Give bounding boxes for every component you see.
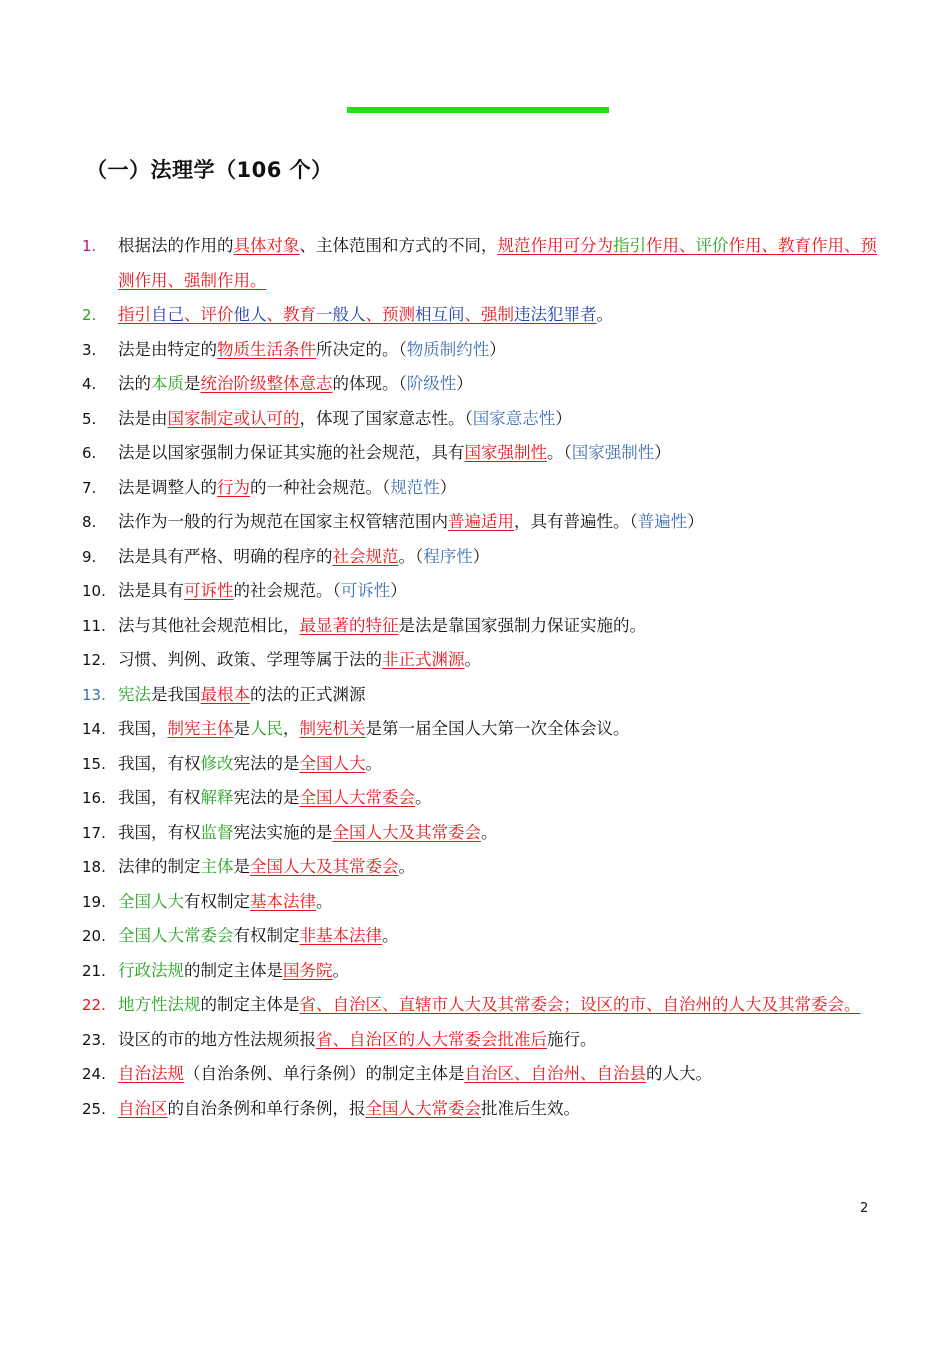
text-segment: 的法的正式渊源 bbox=[250, 684, 366, 704]
highlighted-term: 自治区、自治州、自治县 bbox=[464, 1064, 646, 1083]
highlighted-term: 指引 bbox=[613, 236, 646, 255]
text-segment: 解释 bbox=[200, 788, 234, 807]
highlighted-term: 国务院 bbox=[283, 960, 333, 980]
text-segment: 施行。 bbox=[547, 1029, 597, 1049]
text-segment: 主体 bbox=[200, 857, 234, 876]
text-segment: 宪法实施的是 bbox=[233, 822, 333, 842]
highlighted-term: 省、自治区的人大常委会批准后 bbox=[316, 1029, 547, 1049]
highlighted-term: 一般人 bbox=[316, 305, 366, 324]
highlighted-term: 可诉性 bbox=[184, 581, 234, 600]
text-segment: 的制定主体是 bbox=[184, 960, 283, 980]
text-segment: 行政法规 bbox=[118, 960, 184, 980]
text-segment: 习惯、判例、政策、学理等属于法的 bbox=[118, 650, 382, 669]
text-segment: 宪法的是 bbox=[233, 753, 300, 773]
text-segment: 是法是靠国家强制力保证实施的。 bbox=[398, 615, 646, 635]
text-segment: 。 bbox=[481, 822, 498, 842]
list-item bbox=[82, 298, 882, 333]
list-item bbox=[82, 471, 882, 506]
highlighted-term: 非正式渊源 bbox=[382, 650, 465, 669]
list-item-text bbox=[118, 367, 882, 402]
list-item-number: 7. bbox=[82, 478, 97, 497]
text-segment: 法是具有 bbox=[118, 581, 184, 600]
list-item-number: 5. bbox=[82, 409, 97, 428]
text-segment: 。（ bbox=[547, 443, 572, 462]
highlighted-term: 强制 bbox=[481, 305, 514, 324]
list-item-text bbox=[118, 471, 882, 506]
text-segment: 。 bbox=[332, 960, 349, 980]
highlighted-term: 自己 bbox=[151, 305, 184, 324]
list-item-text bbox=[118, 505, 882, 540]
list-item-text bbox=[118, 609, 882, 644]
list-item bbox=[82, 643, 882, 678]
list-item-text bbox=[118, 298, 882, 333]
list-item-number: 9. bbox=[82, 547, 97, 566]
highlighted-term: 统治阶级整体意志 bbox=[200, 374, 333, 393]
list-item bbox=[82, 850, 882, 885]
highlighted-term: 社会规范 bbox=[332, 546, 399, 566]
text-segment: 法是由特定的 bbox=[118, 339, 217, 359]
list-item bbox=[82, 574, 882, 609]
text-segment: 我国，有权 bbox=[118, 822, 201, 842]
list-item bbox=[82, 229, 882, 298]
text-segment: 人民 bbox=[250, 719, 283, 738]
list-item-text bbox=[118, 850, 882, 885]
text-segment: 的体现。（ bbox=[332, 374, 407, 393]
list-item bbox=[82, 885, 882, 920]
text-segment: 批准后生效。 bbox=[481, 1098, 580, 1118]
list-item-number: 11. bbox=[82, 616, 106, 635]
page-number: 2 bbox=[860, 1201, 869, 1216]
list-item-number: 16. bbox=[82, 789, 106, 807]
highlighted-term: 制宪主体 bbox=[167, 719, 234, 738]
text-segment: 所决定的。（ bbox=[316, 339, 407, 359]
list-item-text bbox=[118, 919, 882, 954]
text-segment: 我国， bbox=[118, 719, 168, 738]
highlighted-term: 国家强制性 bbox=[464, 443, 547, 462]
text-segment: 我国，有权 bbox=[118, 753, 201, 773]
decorative-green-bar bbox=[347, 107, 609, 113]
text-segment: 本质 bbox=[151, 374, 184, 393]
list-item-number: 13. bbox=[82, 685, 106, 704]
text-segment: ） bbox=[472, 546, 490, 566]
list-item-number: 18. bbox=[82, 858, 106, 876]
text-segment: ，体现了国家意志性。（ bbox=[299, 408, 473, 428]
text-segment: 法是以国家强制力保证其实施的社会规范，具有 bbox=[118, 443, 465, 462]
list-item-number: 2. bbox=[82, 306, 97, 324]
text-segment: ） bbox=[439, 477, 457, 497]
list-item bbox=[82, 988, 882, 1023]
list-item-number: 15. bbox=[82, 754, 106, 773]
text-segment: 的自治条例和单行条例，报 bbox=[167, 1098, 366, 1118]
text-segment: 的一种社会规范。（ bbox=[250, 477, 391, 497]
text-segment: 设区的市的地方性法规须报 bbox=[118, 1029, 316, 1049]
text-segment: 的社会规范。（ bbox=[233, 581, 341, 600]
list-item bbox=[82, 781, 882, 816]
text-segment: 我国，有权 bbox=[118, 788, 201, 807]
text-segment: 是 bbox=[233, 857, 250, 876]
text-segment: 。 bbox=[464, 650, 481, 669]
text-segment: ） bbox=[390, 581, 407, 600]
list-item-text bbox=[118, 1023, 882, 1058]
list-item-number: 6. bbox=[82, 444, 97, 462]
list-item-text bbox=[118, 781, 882, 816]
list-item-number: 22. bbox=[82, 996, 106, 1014]
highlighted-term: 全国人大及其常委会 bbox=[332, 822, 481, 842]
list-item bbox=[82, 609, 882, 644]
highlighted-term: 预测 bbox=[382, 305, 415, 324]
text-segment: 法律的制定 bbox=[118, 857, 201, 876]
highlighted-term: 普遍适用 bbox=[448, 512, 514, 531]
text-segment: ， bbox=[283, 719, 300, 738]
text-segment: 程序性 bbox=[423, 546, 473, 566]
list-item-number: 4. bbox=[82, 375, 97, 393]
text-segment: 宪法 bbox=[118, 684, 151, 704]
list-item-number: 20. bbox=[82, 927, 106, 945]
text-segment: 是我国 bbox=[151, 684, 201, 704]
list-item-text bbox=[118, 816, 882, 851]
highlighted-term: 省、自治区、直辖市人大及其常委会；设区的市、自治州的人大及其常委会。 bbox=[299, 995, 861, 1014]
list-item-text bbox=[118, 1057, 882, 1092]
text-segment: 国家意志性 bbox=[472, 408, 556, 428]
highlighted-term: 评价 bbox=[200, 305, 234, 324]
highlighted-term: 作用、 bbox=[646, 236, 696, 255]
list-item bbox=[82, 954, 882, 989]
list-item-number: 25. bbox=[82, 1099, 106, 1118]
text-segment: ） bbox=[654, 443, 671, 462]
list-item-number: 21. bbox=[82, 961, 106, 980]
highlighted-term: 行为 bbox=[217, 477, 250, 497]
text-segment: 。 bbox=[398, 857, 415, 876]
highlighted-term: 最显著的特征 bbox=[299, 615, 399, 635]
highlighted-term: 基本法律 bbox=[250, 891, 316, 911]
list-item bbox=[82, 333, 882, 368]
list-item-text bbox=[118, 954, 882, 989]
list-item-number: 23. bbox=[82, 1030, 106, 1049]
highlighted-term: 全国人大常委会 bbox=[299, 788, 415, 807]
numbered-list bbox=[82, 229, 882, 1126]
highlighted-term: 规范作用可分为 bbox=[497, 236, 613, 255]
list-item-number: 3. bbox=[82, 340, 97, 359]
list-item bbox=[82, 1092, 882, 1127]
text-segment: 修改 bbox=[200, 753, 234, 773]
text-segment: 国家强制性 bbox=[571, 443, 655, 462]
list-item-text bbox=[118, 643, 882, 678]
list-item bbox=[82, 505, 882, 540]
highlighted-term: 作用、教育作用、预测作用、强制作用。 bbox=[118, 236, 877, 290]
text-segment: 全国人大 bbox=[118, 891, 184, 911]
list-item-number: 10. bbox=[82, 582, 106, 600]
text-segment: ） bbox=[456, 374, 473, 393]
list-item bbox=[82, 1023, 882, 1058]
list-item-text bbox=[118, 574, 882, 609]
list-item bbox=[82, 919, 882, 954]
text-segment: 。 bbox=[365, 753, 382, 773]
text-segment: 是第一届全国人大第一次全体会议。 bbox=[365, 719, 630, 738]
highlighted-term: 全国人大及其常委会 bbox=[250, 857, 399, 876]
text-segment: 的人大。 bbox=[646, 1064, 712, 1083]
list-item-number: 12. bbox=[82, 651, 106, 669]
text-segment: 、主体范围和方式的不同， bbox=[299, 236, 498, 255]
text-segment: 地方性法规 bbox=[118, 995, 201, 1014]
highlighted-term: 自治区 bbox=[118, 1098, 168, 1118]
list-item bbox=[82, 436, 882, 471]
list-item-text bbox=[118, 678, 882, 713]
highlighted-term: 具体对象 bbox=[233, 236, 300, 255]
highlighted-term: 、 bbox=[266, 305, 283, 324]
list-item-text bbox=[118, 229, 882, 298]
list-item-number: 17. bbox=[82, 823, 106, 842]
text-segment: 可诉性 bbox=[340, 581, 391, 600]
list-item bbox=[82, 402, 882, 437]
highlighted-term: 自治法规 bbox=[118, 1064, 184, 1083]
list-item-number: 8. bbox=[82, 513, 97, 531]
text-segment: 。 bbox=[415, 788, 432, 807]
highlighted-term: 国家制定或认可的 bbox=[167, 408, 300, 428]
list-item-text bbox=[118, 988, 882, 1023]
list-item-text bbox=[118, 1092, 882, 1127]
text-segment: 有权制定 bbox=[184, 891, 250, 911]
list-item-text bbox=[118, 540, 882, 575]
text-segment: 。 bbox=[316, 891, 333, 911]
list-item-text bbox=[118, 747, 882, 782]
highlighted-term: 全国人大常委会 bbox=[365, 1098, 481, 1118]
highlighted-term: 制宪机关 bbox=[299, 719, 366, 738]
list-item bbox=[82, 367, 882, 402]
list-item-number: 24. bbox=[82, 1065, 106, 1083]
text-segment: 普遍性 bbox=[637, 512, 688, 531]
text-segment: ） bbox=[687, 512, 704, 531]
text-segment: 宪法的是 bbox=[233, 788, 300, 807]
list-item-text bbox=[118, 712, 882, 747]
text-segment: 全国人大常委会 bbox=[118, 926, 234, 945]
list-item-number: 14. bbox=[82, 720, 106, 738]
text-segment: 是 bbox=[184, 374, 201, 393]
text-segment: 法是调整人的 bbox=[118, 477, 217, 497]
highlighted-term: 最根本 bbox=[200, 684, 250, 704]
text-segment: ） bbox=[489, 339, 506, 359]
list-item-text bbox=[118, 436, 882, 471]
text-segment: 是 bbox=[233, 719, 250, 738]
list-item bbox=[82, 712, 882, 747]
list-item-number: 19. bbox=[82, 892, 106, 911]
list-item bbox=[82, 816, 882, 851]
text-segment: 有权制定 bbox=[233, 926, 300, 945]
text-segment: 根据法的作用的 bbox=[118, 236, 234, 255]
highlighted-term: 教育 bbox=[283, 305, 316, 324]
list-item-text bbox=[118, 333, 882, 368]
list-item bbox=[82, 747, 882, 782]
text-segment: 法的 bbox=[118, 374, 151, 393]
section-heading: （一）法理学（106 个） bbox=[86, 158, 333, 182]
highlighted-term: 他人 bbox=[233, 305, 267, 324]
text-segment: 的制定主体是 bbox=[200, 995, 300, 1014]
text-segment: 。 bbox=[382, 926, 399, 945]
highlighted-term: 、 bbox=[464, 305, 481, 324]
highlighted-term: 、 bbox=[365, 305, 382, 324]
highlighted-term: 违法犯罪者 bbox=[514, 305, 597, 324]
text-segment: 阶级性 bbox=[406, 374, 457, 393]
text-segment: 。（ bbox=[398, 546, 424, 566]
text-segment: （自治条例、单行条例）的制定主体是 bbox=[184, 1064, 465, 1083]
text-segment: 。 bbox=[596, 305, 613, 324]
text-segment: 法作为一般的行为规范在国家主权管辖范围内 bbox=[118, 512, 448, 531]
text-segment: 物质制约性 bbox=[406, 339, 490, 359]
highlighted-term: 非基本法律 bbox=[299, 926, 382, 945]
list-item bbox=[82, 678, 882, 713]
text-segment: 法与其他社会规范相比， bbox=[118, 615, 300, 635]
list-item bbox=[82, 540, 882, 575]
text-segment: ，具有普遍性。（ bbox=[514, 512, 638, 531]
highlighted-term: 相互间 bbox=[415, 305, 465, 324]
highlighted-term: 全国人大 bbox=[299, 753, 366, 773]
highlighted-term: 评价 bbox=[695, 236, 729, 255]
text-segment: 规范性 bbox=[390, 477, 440, 497]
list-item-text bbox=[118, 402, 882, 437]
list-item bbox=[82, 1057, 882, 1092]
highlighted-term: 指引 bbox=[118, 305, 151, 324]
text-segment: 法是具有严格、明确的程序的 bbox=[118, 546, 333, 566]
list-item-number: 1. bbox=[82, 237, 97, 255]
text-segment: 监督 bbox=[200, 822, 234, 842]
text-segment: ） bbox=[555, 408, 572, 428]
list-item-text bbox=[118, 885, 882, 920]
text-segment: 法是由 bbox=[118, 408, 168, 428]
highlighted-term: 物质生活条件 bbox=[217, 339, 316, 359]
highlighted-term: 、 bbox=[184, 305, 201, 324]
